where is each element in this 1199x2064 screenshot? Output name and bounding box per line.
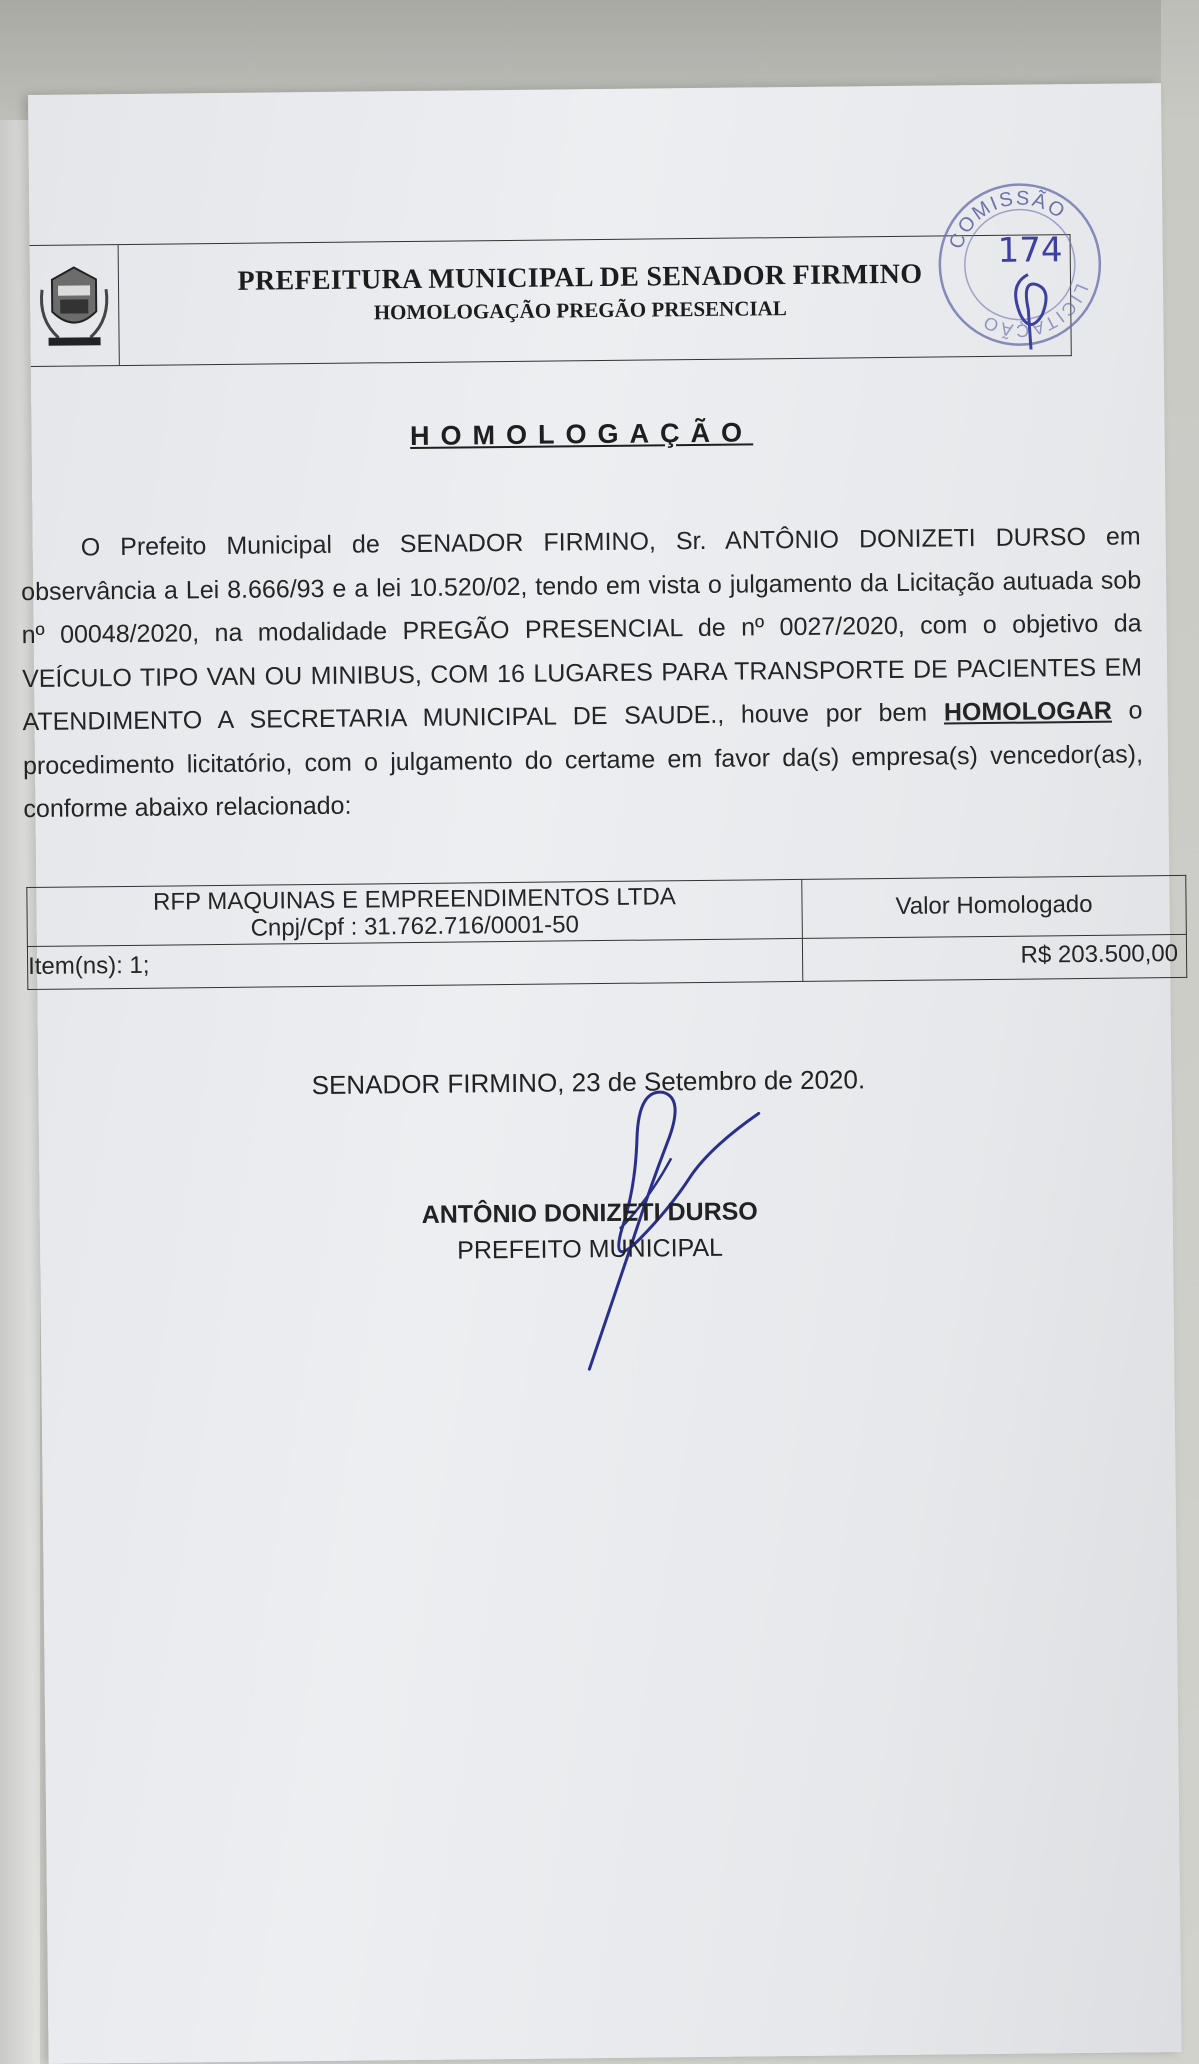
stamp-bottom-text: LICITAÇÃO (978, 281, 1093, 341)
svg-text:LICITAÇÃO (978, 281, 1092, 342)
crest-cell (30, 245, 120, 366)
paragraph-end: o procedimento licitatório, com o julgamento do certame em favor da(s) empresa(s) vencedor(as), conforme abaixo relacionado: (22, 696, 1144, 824)
body-paragraph (21, 515, 1144, 831)
paragraph-main: O Prefeito Municipal de SENADOR FIRMINO, Sr. ANTÔNIO DONIZETI DURSO em observância a Lei 8.666/93 e a lei 10.520/02, tendo em vista o julgamento da Licitação autuada sob nº 00048/2020, na modalidade PREGÃO PRESENCIAL de nº 0027/2020, com o objetivo da VEÍCULO TIPO VAN OU MINIBUS, COM 16 LUGARES PARA TRANSPORTE DE PACIENTES EM ATENDIMENTO A SECRETARIA MUNICIPAL DE SAUDE., houve por bem (21, 522, 1143, 737)
value-cell: R$ 203.500,00 (802, 934, 1186, 981)
coat-of-arms-icon (38, 259, 111, 352)
municipality-title: PREFEITURA MUNICIPAL DE SENADOR FIRMINO (237, 258, 923, 297)
document-heading: HOMOLOGAÇÃO (409, 417, 754, 452)
company-cnpj: Cnpj/Cpf : 31.762.716/0001-50 (250, 911, 579, 942)
document-type-subtitle: HOMOLOGAÇÃO PREGÃO PRESENCIAL (373, 296, 787, 325)
stamp-seal-icon (929, 169, 1111, 351)
homologar-emphasis: HOMOLOGAR (943, 696, 1113, 727)
stamp-number: 174 (997, 230, 1063, 271)
company-name: RFP MAQUINAS E EMPREENDIMENTOS LTDA (152, 883, 676, 916)
letterhead (30, 234, 1072, 367)
items-cell: Item(ns): 1; (27, 938, 802, 989)
company-cell (27, 879, 803, 946)
signer-name: ANTÔNIO DONIZETI DURSO (421, 1197, 758, 1229)
city-date-line: SENADOR FIRMINO, 23 de Setembro de 2020. (311, 1064, 866, 1101)
commission-stamp (929, 169, 1111, 351)
result-table (26, 875, 1187, 990)
stamp-top-text: COMISSÃO (945, 187, 1071, 252)
document-page (21, 83, 1182, 2064)
signature-icon (558, 1077, 781, 1379)
signer-role: PREFEITO MUNICIPAL (457, 1233, 724, 1265)
value-header: Valor Homologado (802, 875, 1187, 938)
